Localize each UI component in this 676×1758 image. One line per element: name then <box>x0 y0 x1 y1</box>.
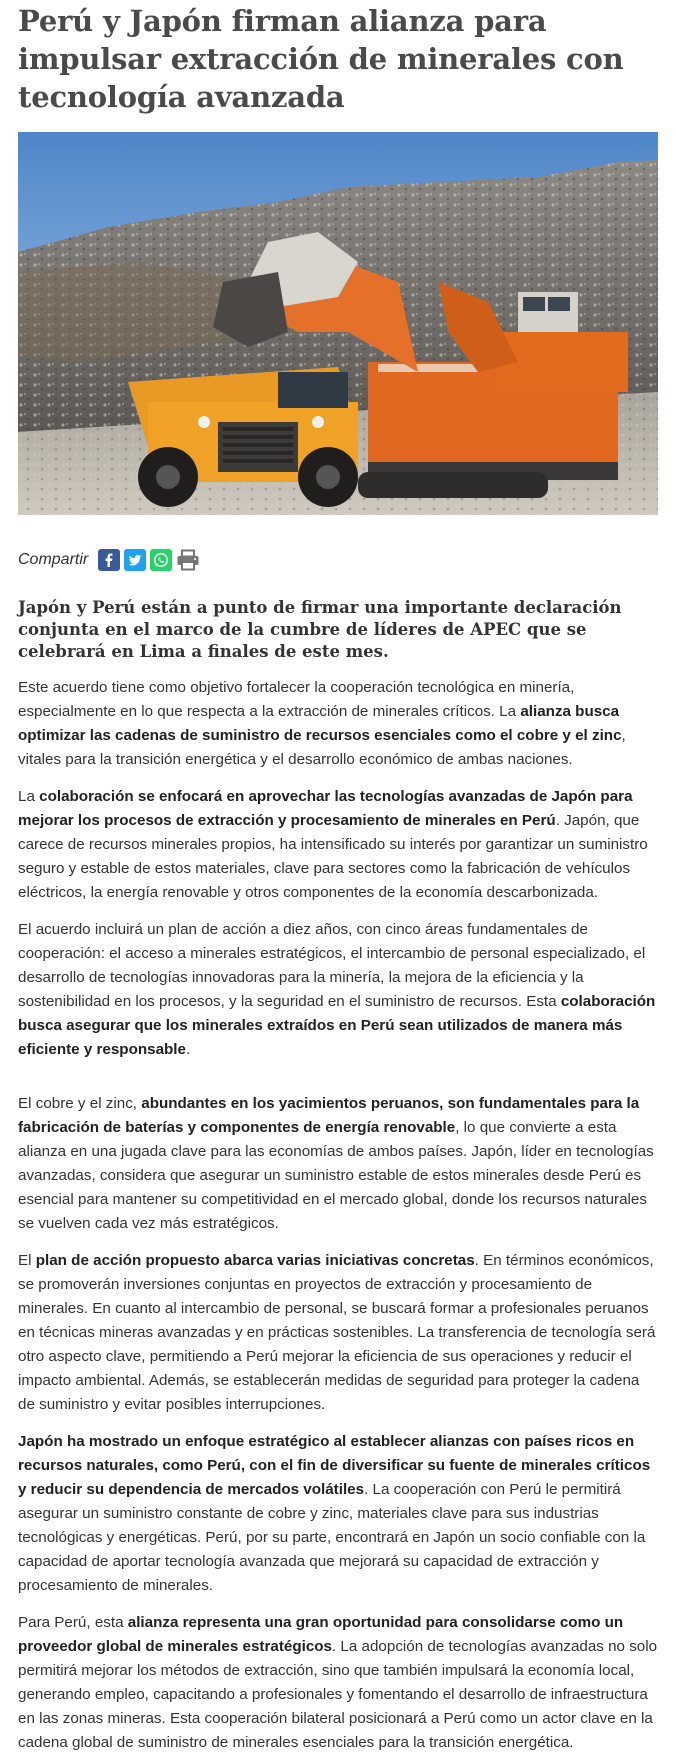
share-bar <box>18 547 658 573</box>
article-paragraph <box>18 918 658 1062</box>
article-paragraph <box>18 676 658 772</box>
article-lead: Japón y Perú están a punto de firmar una importante declaración conjunta en el marco de la cumbre de líderes de APEC que se celebrará en Lima a finales de este mes. <box>18 598 622 661</box>
body-text: . Japón, que carece de recursos minerales propios, ha intensificado su interés por garantizar un suministro seguro y estable de estos materiales, clave para sectores como la fabricación de vehículos eléctricos, la energía renovable y otros componentes de la economía descarbonizada. <box>18 812 648 901</box>
body-text: Para Perú, esta <box>18 1614 128 1631</box>
article-paragraph <box>18 1430 658 1598</box>
article-paragraph <box>18 1092 658 1236</box>
share-label: Compartir <box>18 551 89 568</box>
body-text: El <box>18 1252 36 1269</box>
body-text: , lo que convierte a esta alianza en una jugada clave para las economías de ambos países. Japón, líder en tecnologías avanzadas, considera que asegurar un suministro estable de estos minerales desde Perú es esencial para mantener su competitividad en el mercado global, donde los recursos naturales se vuelven cada vez más estratégicos. <box>18 1119 654 1232</box>
emphasis-text: colaboración se enfocará en aprovechar las tecnologías avanzadas de Japón para mejorar los procesos de extracción y procesamiento de minerales en Perú <box>18 788 633 829</box>
article-body <box>18 676 658 1755</box>
emphasis-text: colaboración busca asegurar que los minerales extraídos en Perú sean utilizados de manera más eficiente y responsable <box>18 993 656 1058</box>
body-text: El cobre y el zinc, <box>18 1095 142 1112</box>
body-text: . La adopción de tecnologías avanzadas no solo permitirá mejorar los métodos de extracción, sino que también impulsará la economía local, generando empleo, capacitando a profesionales y fomentando el desarrollo de infraestructura en las zonas mineras. Esta cooperación bilateral posicionará a Perú como un actor clave en la cadena global de suministro de minerales esenciales para la transición energética. <box>18 1638 658 1751</box>
article-headline: Perú y Japón firman alianza para impulsar extracción de minerales con tecnología avanzada <box>18 4 624 114</box>
article-page <box>0 2 676 1758</box>
emphasis-text: plan de acción propuesto abarca varias iniciativas concretas <box>35 1252 475 1269</box>
facebook-icon[interactable] <box>98 549 120 571</box>
body-text: , vitales para la transición energética y el desarrollo económico de ambas naciones. <box>18 727 626 768</box>
body-text: Este acuerdo tiene como objetivo fortalecer la cooperación tecnológica en minería, especialmente en lo que respecta a la extracción de minerales críticos. La <box>18 679 575 720</box>
article-paragraph <box>18 785 658 905</box>
hero-image-mining-trucks <box>18 132 658 515</box>
body-text: . En términos económicos, se promoverán inversiones conjuntas en proyectos de extracción y procesamiento de minerales. En cuanto al intercambio de personal, se buscará formar a profesionales peruanos en técnicas mineras avanzadas y en prácticas sostenibles. La transferencia de tecnología será otro aspecto clave, permitiendo a Perú mejorar la eficiencia de sus operaciones y reducir el impacto ambiental. Además, se establecerán medidas de seguridad para proteger la cadena de suministro y evitar posibles interrupciones. <box>18 1252 656 1413</box>
body-text: El acuerdo incluirá un plan de acción a diez años, con cinco áreas fundamentales de cooperación: el acceso a minerales estratégicos, el intercambio de personal especializado, el desarrollo de tecnologías innovadoras para la minería, la mejora de la eficiencia y la sostenibilidad en los procesos, y la seguridad en el suministro de recursos. Esta <box>18 921 646 1010</box>
body-text: . <box>185 1041 191 1058</box>
emphasis-text: alianza representa una gran oportunidad para consolidarse como un proveedor global de minerales estratégicos <box>18 1614 624 1655</box>
article-paragraph <box>18 1249 658 1417</box>
emphasis-text: Japón ha mostrado un enfoque estratégico al establecer alianzas con países ricos en recursos naturales, como Perú, con el fin de diversificar su fuente de minerales críticos y reducir su dependencia de mercados volátiles <box>18 1433 651 1498</box>
emphasis-text: alianza busca optimizar las cadenas de suministro de recursos esenciales como el cobre y el zinc <box>18 703 622 744</box>
body-text: La <box>18 788 40 805</box>
twitter-icon[interactable] <box>124 549 146 571</box>
emphasis-text: abundantes en los yacimientos peruanos, son fundamentales para la fabricación de baterías y componentes de energía renovable <box>18 1095 640 1136</box>
whatsapp-icon[interactable] <box>150 549 172 571</box>
print-icon[interactable] <box>176 549 198 571</box>
article-paragraph <box>18 1611 658 1755</box>
body-text: . La cooperación con Perú le permitirá asegurar un suministro constante de cobre y zinc, materiales clave para sus industrias tecnológicas y energéticas. Perú, por su parte, encontrará en Japón un socio confiable con la capacidad de aportar tecnología avanzada que mejorará su capacidad de extracción y procesamiento de minerales. <box>18 1481 646 1594</box>
